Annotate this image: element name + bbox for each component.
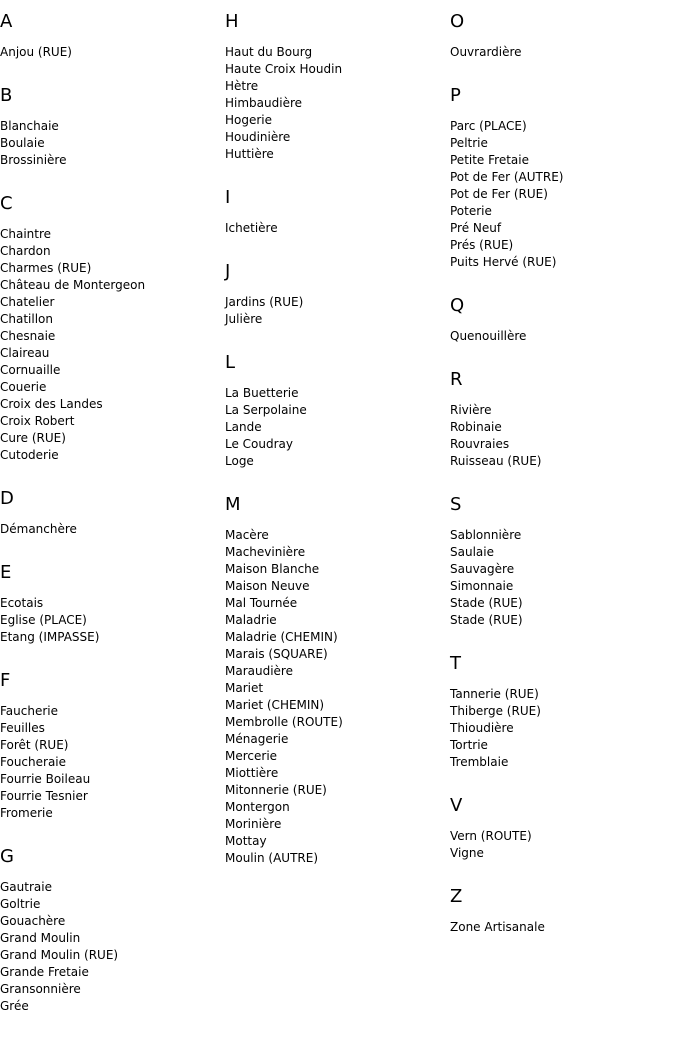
- street-link[interactable]: Faucherie: [0, 704, 58, 718]
- street-link[interactable]: Ouvrardière: [450, 45, 522, 59]
- letter-heading: M: [225, 494, 241, 515]
- letter-group-p: [450, 84, 675, 271]
- street-list: [225, 294, 450, 328]
- street-list: [0, 595, 225, 646]
- street-link[interactable]: Marais (SQUARE): [225, 647, 328, 661]
- street-link[interactable]: Pré Neuf: [450, 221, 502, 235]
- street-link[interactable]: Eglise (PLACE): [0, 613, 87, 627]
- street-link[interactable]: Blanchaie: [0, 119, 59, 133]
- letter-heading: P: [450, 85, 461, 106]
- street-link[interactable]: Simonnaie: [450, 579, 514, 593]
- letter-group-b: [0, 84, 225, 169]
- letter-heading: T: [450, 653, 461, 674]
- street-list: [450, 402, 675, 470]
- street-link[interactable]: Fromerie: [0, 806, 53, 820]
- street-link[interactable]: Sablonnière: [450, 528, 522, 542]
- street-list: [450, 44, 675, 61]
- street-link[interactable]: Thioudière: [450, 721, 514, 735]
- letter-heading: I: [225, 187, 231, 208]
- street-list: [450, 919, 675, 936]
- street-link[interactable]: Robinaie: [450, 420, 502, 434]
- street-link[interactable]: Morinière: [225, 817, 282, 831]
- street-link[interactable]: Chardon: [0, 244, 51, 258]
- letter-heading: G: [0, 846, 14, 867]
- letter-heading: D: [0, 488, 14, 509]
- street-link[interactable]: Stade (RUE): [450, 596, 523, 610]
- letter-group-e: [0, 561, 225, 646]
- letter-heading: L: [225, 352, 236, 373]
- street-link[interactable]: Ruisseau (RUE): [450, 454, 542, 468]
- letter-heading: S: [450, 494, 462, 515]
- letter-group-h: [225, 10, 450, 163]
- street-link[interactable]: Tortrie: [450, 738, 488, 752]
- street-list: [450, 118, 675, 271]
- street-link[interactable]: Mariet (CHEMIN): [225, 698, 325, 712]
- street-link[interactable]: Huttière: [225, 147, 274, 161]
- street-link[interactable]: Parc (PLACE): [450, 119, 527, 133]
- street-list: [0, 44, 225, 61]
- letter-heading: B: [0, 85, 13, 106]
- street-link[interactable]: Mottay: [225, 834, 267, 848]
- street-list: [0, 226, 225, 464]
- letter-group-g: [0, 845, 225, 1015]
- street-link[interactable]: Mal Tournée: [225, 596, 298, 610]
- street-link[interactable]: Croix des Landes: [0, 397, 103, 411]
- street-link[interactable]: Lande: [225, 420, 262, 434]
- street-list: [0, 118, 225, 169]
- street-link[interactable]: Stade (RUE): [450, 613, 523, 627]
- street-link[interactable]: Tannerie (RUE): [450, 687, 539, 701]
- street-link[interactable]: Grand Moulin: [0, 931, 81, 945]
- street-link[interactable]: Peltrie: [450, 136, 488, 150]
- street-list: [0, 703, 225, 822]
- letter-group-d: [0, 487, 225, 538]
- letter-group-c: [0, 192, 225, 464]
- letter-heading: F: [0, 670, 11, 691]
- street-link[interactable]: Chaintre: [0, 227, 52, 241]
- index-column: [450, 0, 675, 1038]
- street-link[interactable]: Puits Hervé (RUE): [450, 255, 557, 269]
- street-list: [225, 44, 450, 163]
- street-link[interactable]: Moulin (AUTRE): [225, 851, 318, 865]
- letter-group-l: [225, 351, 450, 470]
- letter-group-m: [225, 493, 450, 867]
- street-link[interactable]: Grande Fretaie: [0, 965, 89, 979]
- letter-group-i: [225, 186, 450, 237]
- street-link[interactable]: Prés (RUE): [450, 238, 514, 252]
- street-link[interactable]: Mariet: [225, 681, 264, 695]
- street-link[interactable]: Foucheraie: [0, 755, 67, 769]
- street-link[interactable]: Démanchère: [0, 522, 77, 536]
- letter-heading: Q: [450, 295, 465, 316]
- street-link[interactable]: Sauvagère: [450, 562, 515, 576]
- street-link[interactable]: Rivière: [450, 403, 492, 417]
- street-link[interactable]: Poterie: [450, 204, 492, 218]
- street-link[interactable]: Thiberge (RUE): [450, 704, 541, 718]
- street-link[interactable]: Julière: [225, 312, 263, 326]
- street-link[interactable]: Pot de Fer (AUTRE): [450, 170, 564, 184]
- street-link[interactable]: Croix Robert: [0, 414, 75, 428]
- street-link[interactable]: Fourrie Boileau: [0, 772, 91, 786]
- index-column: [225, 0, 450, 1038]
- index-column: [0, 0, 225, 1038]
- letter-group-s: [450, 493, 675, 629]
- letter-heading: R: [450, 369, 463, 390]
- street-list: [450, 828, 675, 862]
- street-link[interactable]: Saulaie: [450, 545, 494, 559]
- street-link[interactable]: Zone Artisanale: [450, 920, 545, 934]
- letter-group-j: [225, 260, 450, 328]
- street-link[interactable]: Pot de Fer (RUE): [450, 187, 548, 201]
- street-link[interactable]: Cutoderie: [0, 448, 59, 462]
- street-link[interactable]: Membrolle (ROUTE): [225, 715, 343, 729]
- street-link[interactable]: Cure (RUE): [0, 431, 66, 445]
- street-link[interactable]: Vigne: [450, 846, 484, 860]
- street-link[interactable]: Tremblaie: [450, 755, 509, 769]
- letter-heading: C: [0, 193, 13, 214]
- street-link[interactable]: Brossinière: [0, 153, 67, 167]
- street-link[interactable]: Maison Neuve: [225, 579, 310, 593]
- letter-group-o: [450, 10, 675, 61]
- letter-heading: Z: [450, 886, 463, 907]
- street-link[interactable]: Ichetière: [225, 221, 278, 235]
- letter-group-t: [450, 652, 675, 771]
- street-list: [225, 385, 450, 470]
- street-link[interactable]: Chatelier: [0, 295, 55, 309]
- street-link[interactable]: Fourrie Tesnier: [0, 789, 88, 803]
- street-link[interactable]: Mercerie: [225, 749, 278, 763]
- letter-group-q: [450, 294, 675, 345]
- street-list: [450, 328, 675, 345]
- street-link[interactable]: Anjou (RUE): [0, 45, 72, 59]
- street-link[interactable]: Ecotais: [0, 596, 44, 610]
- street-link[interactable]: Vern (ROUTE): [450, 829, 532, 843]
- street-link[interactable]: Feuilles: [0, 721, 45, 735]
- street-link[interactable]: Claireau: [0, 346, 50, 360]
- street-link[interactable]: Grand Moulin (RUE): [0, 948, 119, 962]
- street-link[interactable]: Rouvraies: [450, 437, 510, 451]
- street-link[interactable]: Cornuaille: [0, 363, 61, 377]
- street-link[interactable]: Gautraie: [0, 880, 52, 894]
- street-link[interactable]: Chatillon: [0, 312, 53, 326]
- street-link[interactable]: Ménagerie: [225, 732, 289, 746]
- street-link[interactable]: Machevinière: [225, 545, 306, 559]
- street-list: [450, 686, 675, 771]
- street-link[interactable]: Petite Fretaie: [450, 153, 529, 167]
- letter-heading: J: [225, 261, 231, 282]
- street-list: [225, 220, 450, 237]
- street-link[interactable]: Maladrie (CHEMIN): [225, 630, 338, 644]
- street-link[interactable]: La Buetterie: [225, 386, 299, 400]
- street-link[interactable]: Hogerie: [225, 113, 273, 127]
- street-link[interactable]: Grée: [0, 999, 29, 1013]
- street-link[interactable]: Himbaudière: [225, 96, 303, 110]
- street-link[interactable]: Maladrie: [225, 613, 277, 627]
- street-link[interactable]: Quenouillère: [450, 329, 527, 343]
- street-link[interactable]: Couerie: [0, 380, 47, 394]
- letter-heading: E: [0, 562, 12, 583]
- street-link[interactable]: La Serpolaine: [225, 403, 307, 417]
- letter-group-z: [450, 885, 675, 936]
- street-link[interactable]: Charmes (RUE): [0, 261, 92, 275]
- letter-group-a: [0, 10, 225, 61]
- street-link[interactable]: Maison Blanche: [225, 562, 320, 576]
- street-link[interactable]: Mitonnerie (RUE): [225, 783, 327, 797]
- street-link[interactable]: Chesnaie: [0, 329, 56, 343]
- street-list: [0, 521, 225, 538]
- letter-heading: O: [450, 11, 465, 32]
- street-link[interactable]: Gransonnière: [0, 982, 81, 996]
- street-link[interactable]: Haute Croix Houdin: [225, 62, 343, 76]
- street-link[interactable]: Montergon: [225, 800, 290, 814]
- street-link[interactable]: Macère: [225, 528, 269, 542]
- street-link[interactable]: Goltrie: [0, 897, 41, 911]
- street-link[interactable]: Le Coudray: [225, 437, 294, 451]
- street-link[interactable]: Houdinière: [225, 130, 291, 144]
- letter-heading: A: [0, 11, 13, 32]
- street-link[interactable]: Jardins (RUE): [225, 295, 304, 309]
- letter-group-f: [0, 669, 225, 822]
- street-link[interactable]: Forêt (RUE): [0, 738, 69, 752]
- street-link[interactable]: Loge: [225, 454, 254, 468]
- street-list: [225, 527, 450, 867]
- street-link[interactable]: Etang (IMPASSE): [0, 630, 100, 644]
- street-link[interactable]: Boulaie: [0, 136, 45, 150]
- street-link[interactable]: Miottière: [225, 766, 279, 780]
- letter-group-v: [450, 794, 675, 862]
- street-link[interactable]: Maraudière: [225, 664, 293, 678]
- letter-group-r: [450, 368, 675, 470]
- street-link[interactable]: Château de Montergeon: [0, 278, 146, 292]
- letter-heading: H: [225, 11, 239, 32]
- street-list: [0, 879, 225, 1015]
- street-link[interactable]: Hètre: [225, 79, 259, 93]
- street-link[interactable]: Haut du Bourg: [225, 45, 313, 59]
- street-link[interactable]: Gouachère: [0, 914, 66, 928]
- street-list: [450, 527, 675, 629]
- letter-heading: V: [450, 795, 463, 816]
